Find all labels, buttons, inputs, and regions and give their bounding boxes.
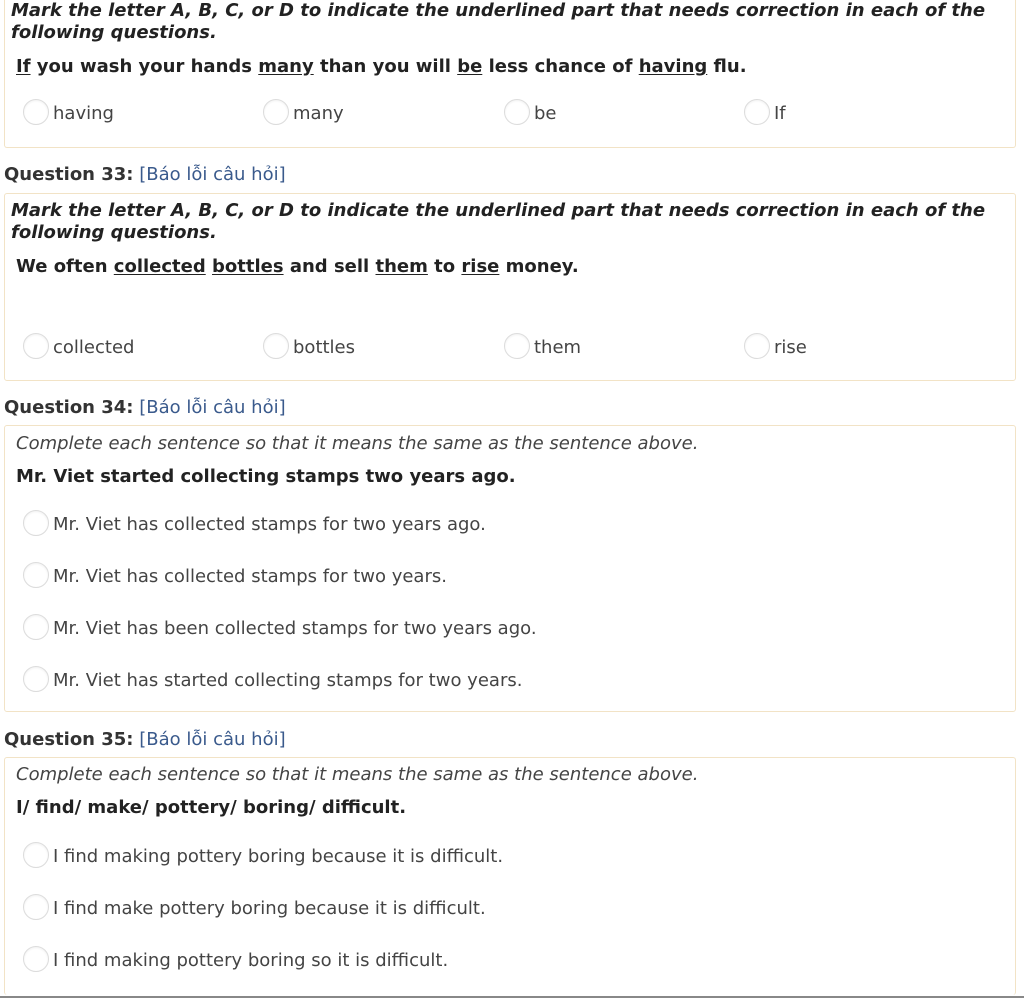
answer-option-label: many [293,103,344,124]
stem-underlined-part: be [457,56,483,77]
radio-button[interactable] [23,894,49,920]
answer-option-label: bottles [293,337,356,358]
question-34-instruction: Complete each sentence so that it means the same as the sentence above. [16,433,699,454]
answer-option-c[interactable] [23,945,723,975]
question-32-stem: If you wash your hands many than you will be less chance of having flu. [16,56,747,77]
question-32-instruction: Mark the letter A, B, C, or D to indicate the underlined part that needs correction in each of the following questions. [11,0,986,43]
question-35-stem: I/ find/ make/ pottery/ boring/ difficult. [16,797,407,818]
question-35-heading [4,729,286,751]
radio-button[interactable] [744,99,770,125]
radio-button[interactable] [23,562,49,588]
answer-option-label: I find make pottery boring because it is difficult. [53,898,486,919]
question-33-heading [4,164,286,186]
answer-option-c[interactable] [504,98,704,128]
bottom-divider [0,996,1024,998]
report-question-link[interactable]: [Báo lỗi câu hỏi] [139,729,286,750]
question-number: Question 35: [4,729,134,750]
answer-option-label: Mr. Viet has started collecting stamps for two years. [53,670,523,691]
stem-underlined-part: them [375,256,428,277]
stem-underlined-part: rise [461,256,500,277]
question-32-card [4,0,1016,148]
radio-button[interactable] [23,842,49,868]
answer-option-label: them [534,337,582,358]
answer-option-label: Mr. Viet has been collected stamps for two years ago. [53,618,537,639]
report-question-link[interactable]: [Báo lỗi câu hỏi] [139,164,286,185]
stem-underlined-part: If [16,56,31,77]
question-number: Question 34: [4,397,134,418]
radio-button[interactable] [23,333,49,359]
answer-option-b[interactable] [263,98,463,128]
answer-option-label: collected [53,337,135,358]
radio-button[interactable] [263,99,289,125]
answer-option-label: Mr. Viet has collected stamps for two years ago. [53,514,486,535]
radio-button[interactable] [23,99,49,125]
answer-option-d[interactable] [744,332,944,362]
answer-option-d[interactable] [744,98,944,128]
question-33-card [4,193,1016,381]
radio-button[interactable] [504,333,530,359]
question-33-stem: We often collected bottles and sell them to rise money. [16,256,579,277]
question-33-instruction: Mark the letter A, B, C, or D to indicate the underlined part that needs correction in each of the following questions. [11,200,986,243]
answer-option-b[interactable] [23,893,723,923]
radio-button[interactable] [504,99,530,125]
radio-button[interactable] [23,946,49,972]
answer-option-label: Mr. Viet has collected stamps for two years. [53,566,447,587]
report-question-link[interactable]: [Báo lỗi câu hỏi] [139,397,286,418]
answer-option-a[interactable] [23,332,223,362]
answer-option-b[interactable] [263,332,463,362]
stem-underlined-part: bottles [212,256,284,277]
radio-button[interactable] [744,333,770,359]
answer-option-label: be [534,103,557,124]
radio-button[interactable] [23,510,49,536]
answer-option-a[interactable] [23,841,723,871]
answer-option-b[interactable] [23,561,723,591]
answer-option-label: I find making pottery boring because it is difficult. [53,846,504,867]
answer-option-label: If [774,103,786,124]
answer-option-a[interactable] [23,509,723,539]
answer-option-c[interactable] [504,332,704,362]
question-35-card [4,757,1016,995]
radio-button[interactable] [23,666,49,692]
stem-underlined-part: having [638,56,708,77]
question-34-heading [4,397,286,419]
answer-option-label: I find making pottery boring so it is difficult. [53,950,449,971]
question-number: Question 33: [4,164,134,185]
question-34-stem: Mr. Viet started collecting stamps two years ago. [16,466,516,487]
question-34-card [4,425,1016,712]
stem-underlined-part: many [258,56,314,77]
answer-option-label: having [53,103,114,124]
answer-option-d[interactable] [23,665,723,695]
answer-option-label: rise [774,337,807,358]
answer-option-c[interactable] [23,613,723,643]
question-35-instruction: Complete each sentence so that it means the same as the sentence above. [16,764,699,785]
stem-underlined-part: collected [113,256,206,277]
answer-option-a[interactable] [23,98,223,128]
radio-button[interactable] [23,614,49,640]
radio-button[interactable] [263,333,289,359]
